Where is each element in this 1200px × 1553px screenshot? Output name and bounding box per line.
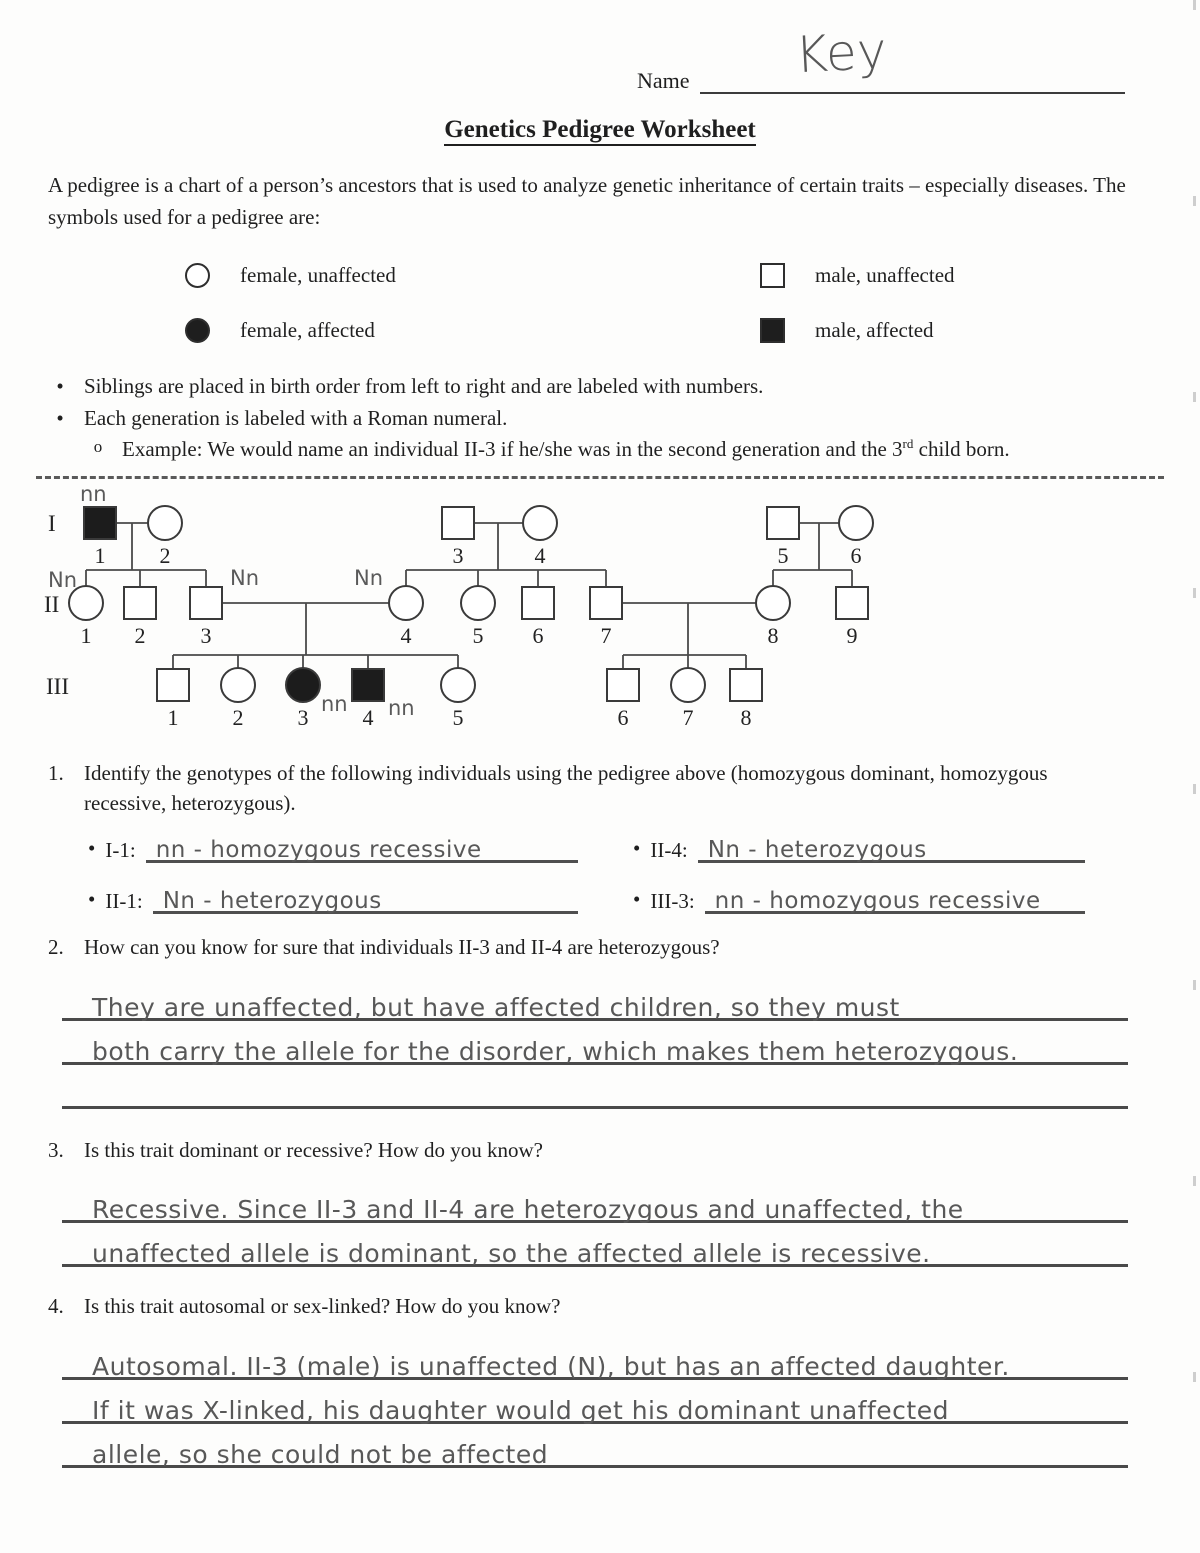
individual-II-6-number: 6 xyxy=(532,622,544,648)
answer-lines xyxy=(62,1179,1128,1267)
note-bullet-siblings xyxy=(52,371,1140,403)
individual-II-6-symbol xyxy=(522,587,554,619)
question-2 xyxy=(48,932,1140,1108)
individual-III-8-symbol xyxy=(730,669,762,701)
legend xyxy=(185,263,1125,343)
female-affected-symbol xyxy=(185,318,210,343)
individual-II-4-number: 4 xyxy=(400,622,412,648)
genotype-item xyxy=(88,879,633,914)
genotype-grid xyxy=(88,828,1140,914)
bullet-icon: • xyxy=(88,887,96,912)
answer-line xyxy=(62,1223,1128,1267)
handwritten-genotype-II-4: Nn xyxy=(354,565,384,590)
name-row xyxy=(637,21,1125,94)
individual-I-2-symbol xyxy=(148,506,182,540)
handwritten-genotype-I-1: nn xyxy=(80,484,107,506)
handwritten-answer: If it was X-linked, his daughter would get his dominant unaffected xyxy=(92,1395,949,1425)
individual-II-8-symbol xyxy=(756,586,790,620)
individual-II-5-symbol xyxy=(461,586,495,620)
individual-III-2-symbol xyxy=(221,668,255,702)
question-number: 2. xyxy=(48,935,64,960)
handwritten-genotype-III-4: nn xyxy=(388,695,415,720)
name-blank-line xyxy=(700,21,1125,94)
question-3 xyxy=(48,1135,1140,1267)
intro-paragraph: A pedigree is a chart of a person’s ancestors that is used to analyze genetic inheritance of certain traits – especially diseases. The symbols used for a pedigree are: xyxy=(48,173,1126,229)
individual-II-7-number: 7 xyxy=(600,622,612,648)
answer-lines xyxy=(62,977,1128,1109)
legend-label: female, affected xyxy=(240,318,375,342)
question-number: 1. xyxy=(48,760,64,785)
ordinal-superscript: rd xyxy=(902,436,914,451)
scan-edge-artifact xyxy=(1193,0,1196,1553)
legend-label: male, affected xyxy=(815,318,934,342)
individual-II-4-symbol xyxy=(389,586,423,620)
notes-list xyxy=(52,371,1140,466)
answer-line xyxy=(62,1065,1128,1109)
question-text: Is this trait dominant or recessive? How do you know? xyxy=(84,1137,543,1162)
answer-line xyxy=(62,1424,1128,1468)
individual-II-8-number: 8 xyxy=(767,622,779,648)
name-label: Name xyxy=(637,68,690,93)
handwritten-answer: Nn - heterozygous xyxy=(162,888,382,915)
individual-III-6-symbol xyxy=(607,669,639,701)
individual-I-3-number: 3 xyxy=(452,542,464,568)
generation-label-III: III xyxy=(46,673,69,699)
individual-III-7-number: 7 xyxy=(682,704,694,730)
title-wrap xyxy=(0,116,1200,144)
circle-bullet-icon: o xyxy=(93,437,103,456)
answer-underline xyxy=(153,879,578,914)
answer-line xyxy=(62,1021,1128,1065)
answer-lines xyxy=(62,1336,1128,1468)
individual-III-3-number: 3 xyxy=(297,704,309,730)
answer-underline xyxy=(146,828,578,863)
individual-II-7-symbol xyxy=(590,587,622,619)
answer-underline xyxy=(698,828,1085,863)
individual-I-5-symbol xyxy=(767,507,799,539)
individual-II-2-symbol xyxy=(124,587,156,619)
individual-I-1-symbol xyxy=(84,507,116,539)
male-unaffected-symbol xyxy=(760,263,785,288)
individual-I-6-number: 6 xyxy=(850,542,862,568)
legend-item xyxy=(185,263,760,288)
note-text: Each generation is labeled with a Roman numeral. xyxy=(84,405,508,430)
answer-line xyxy=(62,1179,1128,1223)
note-text: Siblings are placed in birth order from left to right and are labeled with numbers. xyxy=(84,374,764,398)
individual-III-4-symbol xyxy=(352,669,384,701)
pedigree-svg xyxy=(38,485,1178,741)
individual-II-3-symbol xyxy=(190,587,222,619)
genotype-item xyxy=(633,828,1140,863)
handwritten-answer: Autosomal. II-3 (male) is unaffected (N), but has an affected daughter. xyxy=(92,1351,1010,1381)
individual-I-1-number: 1 xyxy=(94,542,106,568)
individual-III-8-number: 8 xyxy=(740,704,752,730)
generation-label-II: II xyxy=(44,591,60,617)
individual-I-2-number: 2 xyxy=(159,542,171,568)
genotype-item xyxy=(88,828,633,863)
individual-III-5-symbol xyxy=(441,668,475,702)
individual-III-5-number: 5 xyxy=(452,704,464,730)
individual-II-5-number: 5 xyxy=(472,622,484,648)
bullet-icon: • xyxy=(56,405,64,430)
question-4-head xyxy=(48,1291,1140,1321)
answer-line xyxy=(62,1380,1128,1424)
individual-III-2-number: 2 xyxy=(232,704,244,730)
individual-III-1-symbol xyxy=(157,669,189,701)
question-number: 3. xyxy=(48,1137,64,1162)
handwritten-answer: They are unaffected, but have affected children, so they must xyxy=(92,992,900,1022)
bullet-icon: • xyxy=(633,887,641,912)
individual-III-7-symbol xyxy=(671,668,705,702)
question-number: 4. xyxy=(48,1294,64,1319)
handwritten-answer: nn - homozygous recessive xyxy=(714,888,1041,915)
genotype-label: I-1: xyxy=(105,838,136,863)
note-text: Example: We would name an individual II-3 if he/she was in the second generation and the 3rd child born. xyxy=(122,436,1010,461)
question-1 xyxy=(48,758,1140,915)
individual-I-5-number: 5 xyxy=(777,542,789,568)
legend-label: female, unaffected xyxy=(240,263,396,287)
individual-I-3-symbol xyxy=(442,507,474,539)
page-title: Genetics Pedigree Worksheet xyxy=(444,116,756,146)
bullet-icon: • xyxy=(56,374,64,398)
question-3-head xyxy=(48,1135,1140,1165)
generation-label-I: I xyxy=(48,510,56,536)
individual-III-6-number: 6 xyxy=(617,704,629,730)
individual-I-4-symbol xyxy=(523,506,557,540)
handwritten-answer: allele, so she could not be affected xyxy=(92,1439,549,1469)
note-example xyxy=(90,434,1140,466)
question-4 xyxy=(48,1291,1140,1467)
individual-I-6-symbol xyxy=(839,506,873,540)
answer-underline xyxy=(705,879,1085,914)
individual-III-4-number: 4 xyxy=(362,704,374,730)
handwritten-answer: unaffected allele is dominant, so the affected allele is recessive. xyxy=(92,1239,931,1269)
question-text: Identify the genotypes of the following individuals using the pedigree above (homozygous dominant, homozygous recessive, heterozygous). xyxy=(84,760,1048,815)
genotype-label: II-1: xyxy=(105,889,143,914)
handwritten-answer: nn - homozygous recessive xyxy=(155,837,482,864)
legend-item xyxy=(185,318,760,343)
genotype-item xyxy=(633,879,1140,914)
handwritten-genotype-II-3: Nn xyxy=(230,565,260,590)
individual-II-1-number: 1 xyxy=(80,622,92,648)
genotype-label: II-4: xyxy=(650,838,688,863)
individual-II-3-number: 3 xyxy=(200,622,212,648)
individual-III-3-symbol xyxy=(286,668,320,702)
handwritten-genotype-II-1: Nn xyxy=(48,567,78,592)
legend-item xyxy=(760,263,1125,288)
individual-I-4-number: 4 xyxy=(534,542,546,568)
legend-item xyxy=(760,318,1125,343)
handwritten-genotype-III-3: nn xyxy=(321,691,348,716)
bullet-icon: • xyxy=(88,836,96,861)
note-bullet-generations xyxy=(52,403,1140,435)
pedigree-chart xyxy=(38,485,1200,746)
question-1-head xyxy=(48,758,1140,819)
male-affected-symbol xyxy=(760,318,785,343)
handwritten-name: Key xyxy=(793,21,889,85)
question-2-head xyxy=(48,932,1140,962)
section-divider xyxy=(36,476,1164,479)
individual-II-9-symbol xyxy=(836,587,868,619)
individual-II-2-number: 2 xyxy=(134,622,146,648)
answer-line xyxy=(62,1336,1128,1380)
answer-line xyxy=(62,977,1128,1021)
individual-II-9-number: 9 xyxy=(846,622,858,648)
question-text: Is this trait autosomal or sex-linked? How do you know? xyxy=(84,1294,561,1319)
handwritten-answer: both carry the allele for the disorder, which makes them heterozygous. xyxy=(92,1036,1019,1066)
genotype-label: III-3: xyxy=(650,889,695,914)
handwritten-answer: Recessive. Since II-3 and II-4 are heterozygous and unaffected, the xyxy=(92,1195,964,1225)
bullet-icon: • xyxy=(633,836,641,861)
individual-III-1-number: 1 xyxy=(167,704,179,730)
female-unaffected-symbol xyxy=(185,263,210,288)
question-text: How can you know for sure that individuals II-3 and II-4 are heterozygous? xyxy=(84,935,720,960)
handwritten-answer: Nn - heterozygous xyxy=(707,837,927,864)
legend-label: male, unaffected xyxy=(815,263,955,287)
